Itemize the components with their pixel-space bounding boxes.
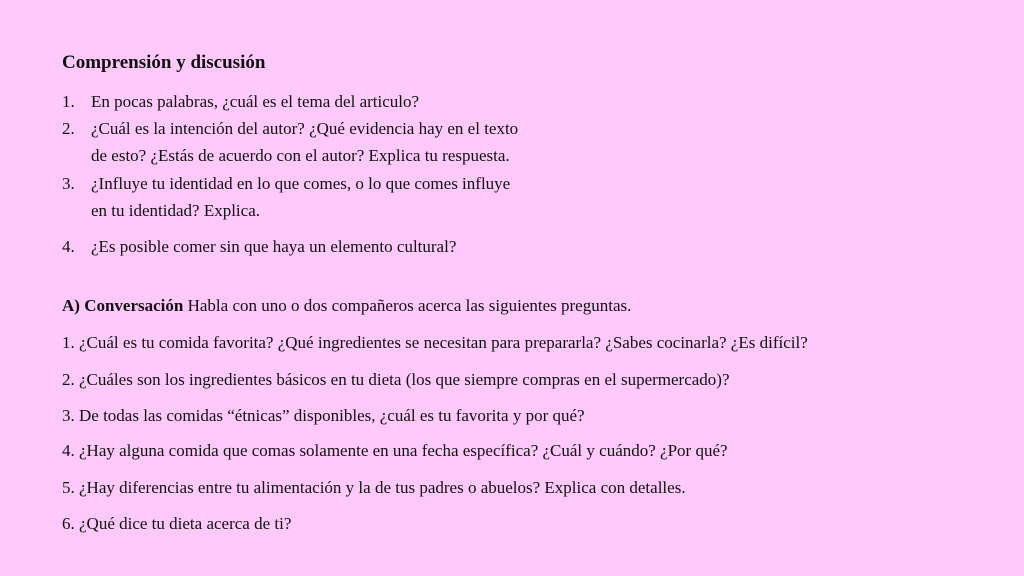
question-item: 6. ¿Qué dice tu dieta acerca de ti? — [62, 514, 292, 533]
item-text: en tu identidad? Explica. — [91, 201, 260, 220]
item-number: 4. — [62, 237, 75, 256]
conversation-heading-text: Habla con uno o dos compañeros acerca las siguientes preguntas. — [183, 296, 632, 315]
question-item: 2. ¿Cuáles son los ingredientes básicos en tu dieta (los que siempre compras en el supermercado)? — [62, 370, 730, 389]
question-item: 1. ¿Cuál es tu comida favorita? ¿Qué ingredientes se necesitan para prepararla? ¿Sabes cocinarla? ¿Es difícil? — [62, 333, 808, 352]
item-text: ¿Influye tu identidad en lo que comes, o lo que comes influye — [91, 174, 511, 193]
item-number: 2. — [62, 119, 75, 138]
section-title: Comprensión y discusión — [62, 52, 266, 73]
item-text: de esto? ¿Estás de acuerdo con el autor? Explica tu respuesta. — [91, 146, 510, 165]
question-item: 3. De todas las comidas “étnicas” disponibles, ¿cuál es tu favorita y por qué? — [62, 406, 585, 425]
conversation-heading-label: A) Conversación — [62, 296, 184, 315]
conversation-heading — [62, 296, 631, 316]
question-item: 5. ¿Hay diferencias entre tu alimentación y la de tus padres o abuelos? Explica con detalles. — [62, 478, 686, 497]
item-text: ¿Cuál es la intención del autor? ¿Qué evidencia hay en el texto — [91, 119, 519, 138]
question-item: 4. ¿Hay alguna comida que comas solamente en una fecha específica? ¿Cuál y cuándo? ¿Por qué? — [62, 441, 728, 460]
item-number: 3. — [62, 174, 75, 193]
item-number: 1. — [62, 92, 75, 111]
item-text: ¿Es posible comer sin que haya un elemento cultural? — [91, 237, 457, 256]
item-text: En pocas palabras, ¿cuál es el tema del articulo? — [91, 92, 420, 111]
